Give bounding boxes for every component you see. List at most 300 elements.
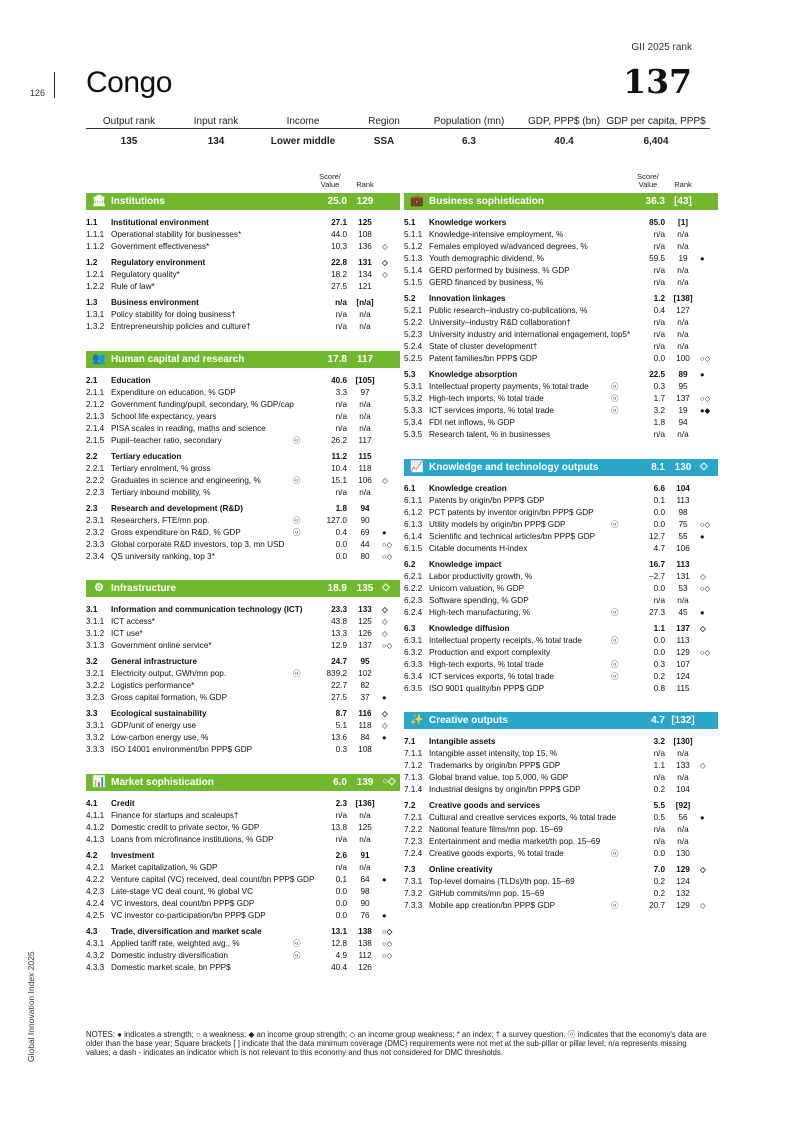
stats-value: 135 — [120, 136, 138, 147]
indicator-code: 6.1.5 — [404, 544, 423, 553]
indicator-code: 2.2.3 — [86, 488, 105, 497]
pillar-header — [404, 193, 718, 210]
indicator-label: Knowledge impact — [429, 560, 502, 569]
indicator-label: Research and development (R&D) — [111, 504, 243, 513]
indicator-row — [86, 539, 400, 551]
pillar-rank: 129 — [356, 196, 374, 207]
indicator-rank: 82 — [360, 681, 370, 690]
pillar-score: 25.0 — [327, 196, 347, 207]
indicator-code: 5.3.4 — [404, 418, 423, 427]
side-label: Global Innovation Index 2025 — [26, 951, 36, 1062]
indicator-code: 5.3.5 — [404, 430, 423, 439]
indicator-rank: 125 — [358, 823, 372, 832]
stats-value: 134 — [207, 136, 225, 147]
indicator-rank: 131 — [676, 572, 690, 581]
indicator-score: n/a — [653, 330, 665, 339]
indicator-score: 27.5 — [331, 693, 347, 702]
indicator-label: ICT access* — [111, 617, 155, 626]
indicator-label: Trademarks by origin/bn PPP$ GDP — [429, 761, 561, 770]
stats-header: Population (mn) — [433, 116, 505, 127]
indicator-label: Intellectual property receipts, % total trade — [429, 636, 582, 645]
indicator-code: 2.3.3 — [86, 540, 105, 549]
indicator-score: 0.0 — [653, 520, 665, 529]
indicator-code: 7.1.1 — [404, 749, 423, 758]
indicator-row — [404, 405, 718, 417]
indicator-label: Pupil–teacher ratio, secondary — [111, 436, 222, 445]
strength-weakness-marker: ◇ — [382, 258, 388, 267]
indicator-code: 2.2.2 — [86, 476, 105, 485]
indicator-label: Scientific and technical articles/bn PPP$ GDP — [429, 532, 596, 541]
indicator-label: FDI net inflows, % GDP — [429, 418, 515, 427]
indicator-code: 5.3.3 — [404, 406, 423, 415]
indicator-row — [86, 487, 400, 499]
pillar-score: 4.7 — [651, 715, 665, 726]
older-data-icon: ⓞ — [611, 406, 619, 415]
indicator-code: 3.2.2 — [86, 681, 105, 690]
indicator-label: Electricity output, GWh/mn pop. — [111, 669, 227, 678]
pillar-header — [86, 580, 400, 597]
indicator-code: 3.3.3 — [86, 745, 105, 754]
indicator-row — [404, 495, 718, 507]
indicator-score: 22.7 — [331, 681, 347, 690]
indicator-label: Patents by origin/bn PPP$ GDP — [429, 496, 545, 505]
indicator-code: 5.3.2 — [404, 394, 423, 403]
pillar-score: 18.9 — [327, 583, 347, 594]
indicator-label: Creative goods and services — [429, 801, 541, 810]
older-data-icon: ⓞ — [611, 608, 619, 617]
pillar-header — [404, 712, 718, 729]
strength-weakness-marker: ◇ — [382, 617, 388, 626]
indicator-score: n/a — [653, 596, 665, 605]
older-data-icon: ⓞ — [611, 901, 619, 910]
indicator-rank: 45 — [678, 608, 688, 617]
indicator-rank: 126 — [358, 629, 372, 638]
gears-icon: ⚙ — [94, 582, 104, 594]
indicator-rank: n/a — [677, 266, 689, 275]
subpillar-row — [86, 708, 400, 720]
strength-weakness-marker: ● — [700, 532, 705, 541]
indicator-row — [86, 387, 400, 399]
indicator-score: n/a — [653, 430, 665, 439]
indicator-score: 24.7 — [331, 657, 347, 666]
indicator-row — [404, 848, 718, 860]
knowledge-icon: 📈 — [410, 461, 424, 473]
indicator-label: Government effectiveness* — [111, 242, 210, 251]
indicator-label: Government online service* — [111, 641, 212, 650]
older-data-icon: ⓞ — [293, 436, 301, 445]
indicator-row — [404, 305, 718, 317]
indicator-code: 4.2.3 — [86, 887, 105, 896]
indicator-code: 4.2.2 — [86, 875, 105, 884]
indicator-score: n/a — [335, 322, 347, 331]
indicator-rank: 113 — [676, 636, 690, 645]
notes: NOTES: ● indicates a strength; ○ a weakness; ◆ an income group strength; ◇ an income group weakness; * an index; † a survey question. ⓞ indicates that the economy's data are older than the base year; Square brackets [ ] indicate that the data minimum coverage (DMC) requirements were not met at the sub-pillar or pillar level; n/a represents missing values; a dash - indicates an indicator which is not relevant to this economy and thus not considered for DMC thresholds. — [86, 1030, 707, 1058]
subpillar-row — [404, 800, 718, 812]
indicator-row — [404, 317, 718, 329]
indicator-score: n/a — [653, 773, 665, 782]
indicator-rank: 94 — [360, 504, 370, 513]
indicator-row — [404, 812, 718, 824]
indicator-row — [404, 417, 718, 429]
stats-header: Region — [368, 116, 400, 127]
indicator-score: 12.7 — [649, 532, 665, 541]
indicator-label: Patent families/bn PPP$ GDP — [429, 354, 538, 363]
strength-weakness-marker: ◇ — [700, 624, 706, 633]
indicator-rank: n/a — [677, 230, 689, 239]
indicator-rank: n/a — [359, 412, 371, 421]
indicator-score: 10.4 — [331, 464, 347, 473]
indicator-row — [404, 748, 718, 760]
indicator-label: Knowledge-intensive employment, % — [429, 230, 564, 239]
indicator-code: 5.1.3 — [404, 254, 423, 263]
indicator-label: Venture capital (VC) received, deal count/bn PPP$ GDP — [111, 875, 315, 884]
indicator-label: Knowledge absorption — [429, 370, 518, 379]
indicator-row — [86, 810, 400, 822]
indicator-rank: 76 — [360, 911, 370, 920]
indicator-score: n/a — [335, 400, 347, 409]
indicator-label: ICT services exports, % total trade — [429, 672, 554, 681]
indicator-row — [86, 862, 400, 874]
indicator-rank: 137 — [358, 641, 372, 650]
indicator-code: 5.2 — [404, 294, 416, 303]
indicator-code: 2.1.3 — [86, 412, 105, 421]
indicator-label: Global corporate R&D investors, top 3, mn USD — [111, 540, 285, 549]
older-data-icon: ⓞ — [611, 636, 619, 645]
indicator-code: 7.3 — [404, 865, 416, 874]
strength-weakness-marker: ◇ — [382, 476, 388, 485]
indicator-row — [86, 628, 400, 640]
older-data-icon: ⓞ — [611, 382, 619, 391]
strength-weakness-marker: ◇ — [382, 709, 388, 718]
indicator-score: 0.1 — [653, 496, 665, 505]
indicator-score: 13.3 — [331, 629, 347, 638]
indicator-row — [86, 938, 400, 950]
indicator-rank: n/a — [359, 424, 371, 433]
pillar-marker: ○◇ — [382, 776, 396, 787]
indicator-rank: 100 — [676, 354, 690, 363]
indicator-rank: [136] — [355, 799, 375, 808]
older-data-icon: ⓞ — [293, 528, 301, 537]
indicator-score: 0.0 — [653, 849, 665, 858]
subpillar-row — [404, 736, 718, 748]
indicator-score: 8.7 — [335, 709, 347, 718]
indicator-label: Graduates in science and engineering, % — [111, 476, 261, 485]
indicator-score: n/a — [335, 310, 347, 319]
pillar-header — [86, 774, 400, 791]
indicator-rank: n/a — [677, 318, 689, 327]
indicator-score: 27.3 — [649, 608, 665, 617]
indicator-code: 6.2.4 — [404, 608, 423, 617]
indicator-rank: n/a — [359, 400, 371, 409]
indicator-score: 4.7 — [653, 544, 665, 553]
strength-weakness-marker: ◇ — [700, 901, 706, 910]
indicator-score: 0.0 — [335, 887, 347, 896]
indicator-rank: 104 — [676, 785, 690, 794]
pillar-rank: 117 — [356, 354, 374, 365]
indicator-label: National feature films/mn pop. 15–69 — [429, 825, 563, 834]
indicator-score: 20.7 — [649, 901, 665, 910]
indicator-score: 18.2 — [331, 270, 347, 279]
indicator-label: Business environment — [111, 298, 199, 307]
indicator-row — [86, 281, 400, 293]
indicator-label: Knowledge workers — [429, 218, 507, 227]
indicator-code: 6.1.2 — [404, 508, 423, 517]
indicator-row — [86, 680, 400, 692]
indicator-row — [86, 269, 400, 281]
older-data-icon: ⓞ — [611, 849, 619, 858]
indicator-row — [86, 321, 400, 333]
indicator-code: 4.3.1 — [86, 939, 105, 948]
indicator-row — [404, 519, 718, 531]
indicator-label: Applied tariff rate, weighted avg., % — [111, 939, 240, 948]
indicator-code: 6.3.1 — [404, 636, 423, 645]
indicator-rank: 129 — [676, 865, 690, 874]
pillar-title: Creative outputs — [429, 715, 508, 726]
indicator-row — [404, 760, 718, 772]
indicator-score: 12.8 — [331, 939, 347, 948]
indicator-label: Market capitalization, % GDP — [111, 863, 218, 872]
indicator-rank: 37 — [360, 693, 370, 702]
indicator-label: Logistics performance* — [111, 681, 195, 690]
strength-weakness-marker: ●◆ — [700, 406, 711, 415]
indicator-code: 3.1.2 — [86, 629, 105, 638]
indicator-score: n/a — [653, 825, 665, 834]
indicator-score: 0.0 — [653, 648, 665, 657]
subpillar-row — [86, 375, 400, 387]
indicator-score: n/a — [335, 863, 347, 872]
indicator-code: 6.3.5 — [404, 684, 423, 693]
indicator-rank: 102 — [358, 669, 372, 678]
indicator-rank: 121 — [358, 282, 372, 291]
pillar-header — [404, 459, 718, 476]
indicator-rank: 137 — [676, 394, 690, 403]
indicator-rank: [105] — [355, 376, 375, 385]
indicator-label: Production and export complexity — [429, 648, 551, 657]
indicator-rank: 84 — [360, 733, 370, 742]
indicator-label: General infrastructure — [111, 657, 197, 666]
indicator-score: 2.6 — [335, 851, 347, 860]
indicator-score: 1.8 — [335, 504, 347, 513]
pillar-rank: 135 — [356, 583, 374, 594]
indicator-code: 5.3 — [404, 370, 416, 379]
indicator-label: Loans from microfinance institutions, % GDP — [111, 835, 274, 844]
indicator-code: 5.1.2 — [404, 242, 423, 251]
header-divider — [54, 72, 55, 98]
indicator-score: 1.1 — [653, 624, 665, 633]
pillar-marker: ◇ — [382, 582, 390, 593]
indicator-rank: n/a — [677, 825, 689, 834]
indicator-row — [404, 583, 718, 595]
indicator-score: 15.1 — [331, 476, 347, 485]
indicator-label: Gross capital formation, % GDP — [111, 693, 228, 702]
indicator-label: Tertiary education — [111, 452, 182, 461]
indicator-label: Online creativity — [429, 865, 493, 874]
indicator-row — [404, 507, 718, 519]
indicator-score: 0.2 — [653, 785, 665, 794]
indicator-rank: 98 — [678, 508, 688, 517]
indicator-score: 10.3 — [331, 242, 347, 251]
pillar-score: 6.0 — [333, 777, 347, 788]
indicator-score: n/a — [335, 488, 347, 497]
indicator-label: Domestic market scale, bn PPP$ — [111, 963, 231, 972]
indicator-rank: 127 — [676, 306, 690, 315]
older-data-icon: ⓞ — [293, 951, 301, 960]
indicator-score: 12.9 — [331, 641, 347, 650]
indicator-rank: 64 — [360, 875, 370, 884]
indicator-label: Finance for startups and scaleups† — [111, 811, 239, 820]
indicator-row — [86, 475, 400, 487]
indicator-label: Government funding/pupil, secondary, % GDP/cap — [111, 400, 294, 409]
indicator-code: 6.2.2 — [404, 584, 423, 593]
strength-weakness-marker: ● — [700, 813, 705, 822]
indicator-score: 59.5 — [649, 254, 665, 263]
indicator-label: GERD financed by business, % — [429, 278, 544, 287]
indicator-code: 7.3.1 — [404, 877, 423, 886]
indicator-row — [86, 423, 400, 435]
indicator-label: Knowledge creation — [429, 484, 507, 493]
indicator-rank: 137 — [676, 624, 690, 633]
indicator-row — [86, 435, 400, 447]
indicator-score: 3.3 — [335, 388, 347, 397]
indicator-code: 5.2.5 — [404, 354, 423, 363]
subpillar-row — [404, 559, 718, 571]
indicator-score: 0.8 — [653, 684, 665, 693]
older-data-icon: ⓞ — [611, 660, 619, 669]
indicator-code: 2.1.2 — [86, 400, 105, 409]
indicator-label: Domestic credit to private sector, % GDP — [111, 823, 260, 832]
subpillar-row — [86, 257, 400, 269]
indicator-rank: 75 — [678, 520, 688, 529]
indicator-label: Late-stage VC deal count, % global VC — [111, 887, 254, 896]
older-data-icon: ⓞ — [293, 939, 301, 948]
indicator-score: 44.0 — [331, 230, 347, 239]
indicator-code: 7.3.3 — [404, 901, 423, 910]
indicator-score: 0.0 — [653, 584, 665, 593]
strength-weakness-marker: ● — [382, 911, 387, 920]
indicator-score: 40.6 — [331, 376, 347, 385]
indicator-score: 11.2 — [331, 452, 347, 461]
subpillar-row — [86, 926, 400, 938]
stats-header: GDP per capita, PPP$ — [606, 116, 706, 127]
strength-weakness-marker: ○◇ — [382, 540, 393, 549]
indicator-code: 4.3 — [86, 927, 98, 936]
indicator-score: 0.1 — [335, 875, 347, 884]
indicator-label: Creative goods exports, % total trade — [429, 849, 564, 858]
indicator-score: 0.0 — [653, 354, 665, 363]
indicator-score: 127.0 — [326, 516, 347, 525]
indicator-code: 3.3 — [86, 709, 98, 718]
indicator-code: 4.2.1 — [86, 863, 105, 872]
people-icon: 👥 — [92, 353, 106, 365]
indicator-label: Researchers, FTE/mn pop. — [111, 516, 210, 525]
subpillar-row — [404, 864, 718, 876]
indicator-rank: 130 — [676, 849, 690, 858]
indicator-score: 43.8 — [331, 617, 347, 626]
indicator-label: Public research–industry co-publications, % — [429, 306, 588, 315]
indicator-label: ICT services imports, % total trade — [429, 406, 554, 415]
indicator-score: 0.2 — [653, 672, 665, 681]
pillar-score: 8.1 — [651, 462, 665, 473]
indicator-score: 1.8 — [653, 418, 665, 427]
indicator-label: State of cluster development† — [429, 342, 538, 351]
indicator-row — [404, 876, 718, 888]
indicator-rank: 134 — [358, 270, 372, 279]
briefcase-icon: 💼 — [410, 195, 424, 207]
pillar-header — [86, 193, 400, 210]
indicator-row — [86, 640, 400, 652]
indicator-code: 1.1.2 — [86, 242, 105, 251]
indicator-rank: 107 — [676, 660, 690, 669]
indicator-rank: 89 — [678, 370, 688, 379]
indicator-score: 40.4 — [331, 963, 347, 972]
indicator-rank: [1] — [677, 218, 688, 227]
indicator-row — [404, 229, 718, 241]
indicator-rank: 53 — [678, 584, 688, 593]
strength-weakness-marker: ● — [700, 370, 705, 379]
indicator-code: 7.2.2 — [404, 825, 423, 834]
indicator-score: 0.0 — [335, 899, 347, 908]
indicator-score: 839.2 — [326, 669, 347, 678]
indicator-rank: 95 — [360, 657, 370, 666]
stats-value: 6.3 — [462, 136, 476, 147]
pillar-header — [86, 351, 400, 368]
indicator-row — [86, 668, 400, 680]
strength-weakness-marker: ◇ — [700, 572, 706, 581]
indicator-label: Regulatory environment — [111, 258, 206, 267]
stats-value: 40.4 — [554, 136, 574, 147]
indicator-rank: 106 — [676, 544, 690, 553]
indicator-label: University industry and international engagement, top5* — [429, 330, 631, 339]
strength-weakness-marker: ○◇ — [382, 641, 393, 650]
indicator-score: 1.1 — [653, 761, 665, 770]
indicator-row — [86, 399, 400, 411]
strength-weakness-marker: ● — [382, 875, 387, 884]
indicator-rank: n/a — [359, 488, 371, 497]
indicator-label: VC investor co-participation/bn PPP$ GDP — [111, 911, 266, 920]
indicator-code: 2.1.5 — [86, 436, 105, 445]
indicator-row — [404, 571, 718, 583]
indicator-rank: n/a — [359, 322, 371, 331]
strength-weakness-marker: ○◇ — [700, 584, 711, 593]
indicator-score: n/a — [335, 835, 347, 844]
indicator-rank: 138 — [358, 939, 372, 948]
indicator-code: 1.3 — [86, 298, 98, 307]
indicator-code: 6.2 — [404, 560, 416, 569]
indicator-row — [404, 824, 718, 836]
indicator-code: 6.1.1 — [404, 496, 423, 505]
indicator-code: 4.1.1 — [86, 811, 105, 820]
indicator-rank: 125 — [358, 617, 372, 626]
subpillar-row — [404, 623, 718, 635]
strength-weakness-marker: ◇ — [700, 865, 706, 874]
indicator-score: 0.4 — [653, 306, 665, 315]
indicator-label: GitHub commits/mn pop. 15–69 — [429, 889, 545, 898]
indicator-rank: 56 — [678, 813, 688, 822]
indicator-code: 4.1.3 — [86, 835, 105, 844]
indicator-row — [404, 635, 718, 647]
strength-weakness-marker: ● — [700, 608, 705, 617]
stats-header: GDP, PPP$ (bn) — [527, 116, 601, 127]
indicator-rank: n/a — [677, 430, 689, 439]
indicator-code: 6.1 — [404, 484, 416, 493]
gii-rank-label: GII 2025 rank — [631, 42, 692, 53]
strength-weakness-marker: ○◇ — [700, 520, 711, 529]
indicator-rank: 44 — [360, 540, 370, 549]
indicator-rank: 108 — [358, 745, 372, 754]
indicator-code: 7.2.4 — [404, 849, 423, 858]
indicator-rank: n/a — [677, 596, 689, 605]
stats-value: Lower middle — [270, 136, 336, 147]
